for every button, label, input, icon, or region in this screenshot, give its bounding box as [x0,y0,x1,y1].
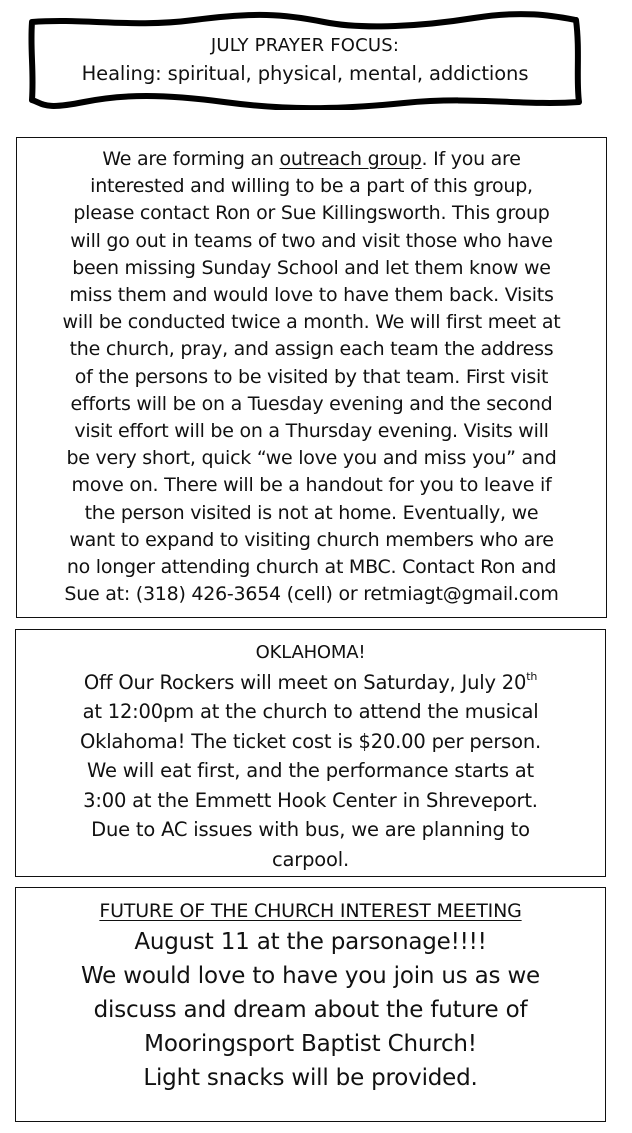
outreach-line: the church, pray, and assign each team the address [69,338,554,361]
outreach-line: of the persons to be visited by that team. First visit [74,365,549,388]
outreach-group-announcement [16,137,607,618]
outreach-line-suffix: . If you are [421,148,521,170]
oklahoma-line: 3:00 at the Emmett Hook Center in Shreveport. [83,788,538,812]
outreach-line: been missing Sunday School and let them know we [72,256,551,279]
oklahoma-title: OKLAHOMA! [255,642,366,663]
outreach-line: will go out in teams of two and visit those who have [70,229,553,252]
outreach-line: the person visited is not at home. Eventually, we [84,501,539,524]
outreach-line-prefix: We are forming an [102,148,280,170]
prayer-focus-banner [24,10,586,110]
future-meeting-line: We would love to have you join us as we [80,963,541,989]
oklahoma-line: at 12:00pm at the church to attend the musical [82,700,539,723]
outreach-line: be very short, quick “we love you and miss you” and [66,447,557,470]
outreach-line: visit effort will be on a Thursday evening. Visits will [74,420,549,443]
future-meeting-heading: FUTURE OF THE CHURCH INTEREST MEETING [99,900,522,922]
ordinal-suffix: th [526,669,538,683]
outreach-line: no longer attending church at MBC. Contact Ron and [66,556,557,579]
outreach-line: miss them and would love to have them back. Visits [69,284,554,307]
outreach-line: move on. There will be a handout for you to leave if [71,474,552,497]
future-meeting-line: Light snacks will be provided. [143,1065,478,1091]
prayer-focus-subtitle: Healing: spiritual, physical, mental, addictions [81,62,529,85]
prayer-focus-text [24,32,586,88]
outreach-line: efforts will be on a Tuesday evening and the second [70,392,553,415]
oklahoma-line: We will eat first, and the performance starts at [87,759,534,782]
future-meeting-announcement [15,887,606,1122]
oklahoma-line: Due to AC issues with bus, we are planning to [91,818,530,841]
prayer-focus-title: JULY PRAYER FOCUS: [210,35,400,56]
outreach-line [17,146,606,173]
outreach-line: please contact Ron or Sue Killingsworth. This group [73,202,550,225]
outreach-group-link: outreach group [279,148,422,170]
outreach-line: will be conducted twice a month. We will first meet at [62,311,561,334]
future-meeting-line: Mooringsport Baptist Church! [144,1031,477,1057]
outreach-line: want to expand to visiting church members who are [69,528,554,551]
oklahoma-announcement [15,629,606,877]
oklahoma-line: Oklahoma! The ticket cost is $20.00 per person. [79,729,542,753]
future-meeting-line: discuss and dream about the future of [93,997,528,1023]
outreach-contact-line: Sue at: (318) 426-3654 (cell) or retmiagt@gmail.com [64,583,559,606]
oklahoma-line [16,668,605,698]
outreach-line: interested and willing to be a part of this group, [90,175,533,198]
oklahoma-line: carpool. [272,847,349,871]
future-meeting-date: August 11 at the parsonage!!!! [134,929,487,955]
oklahoma-date-text: Off Our Rockers will meet on Saturday, July 20 [83,670,527,694]
